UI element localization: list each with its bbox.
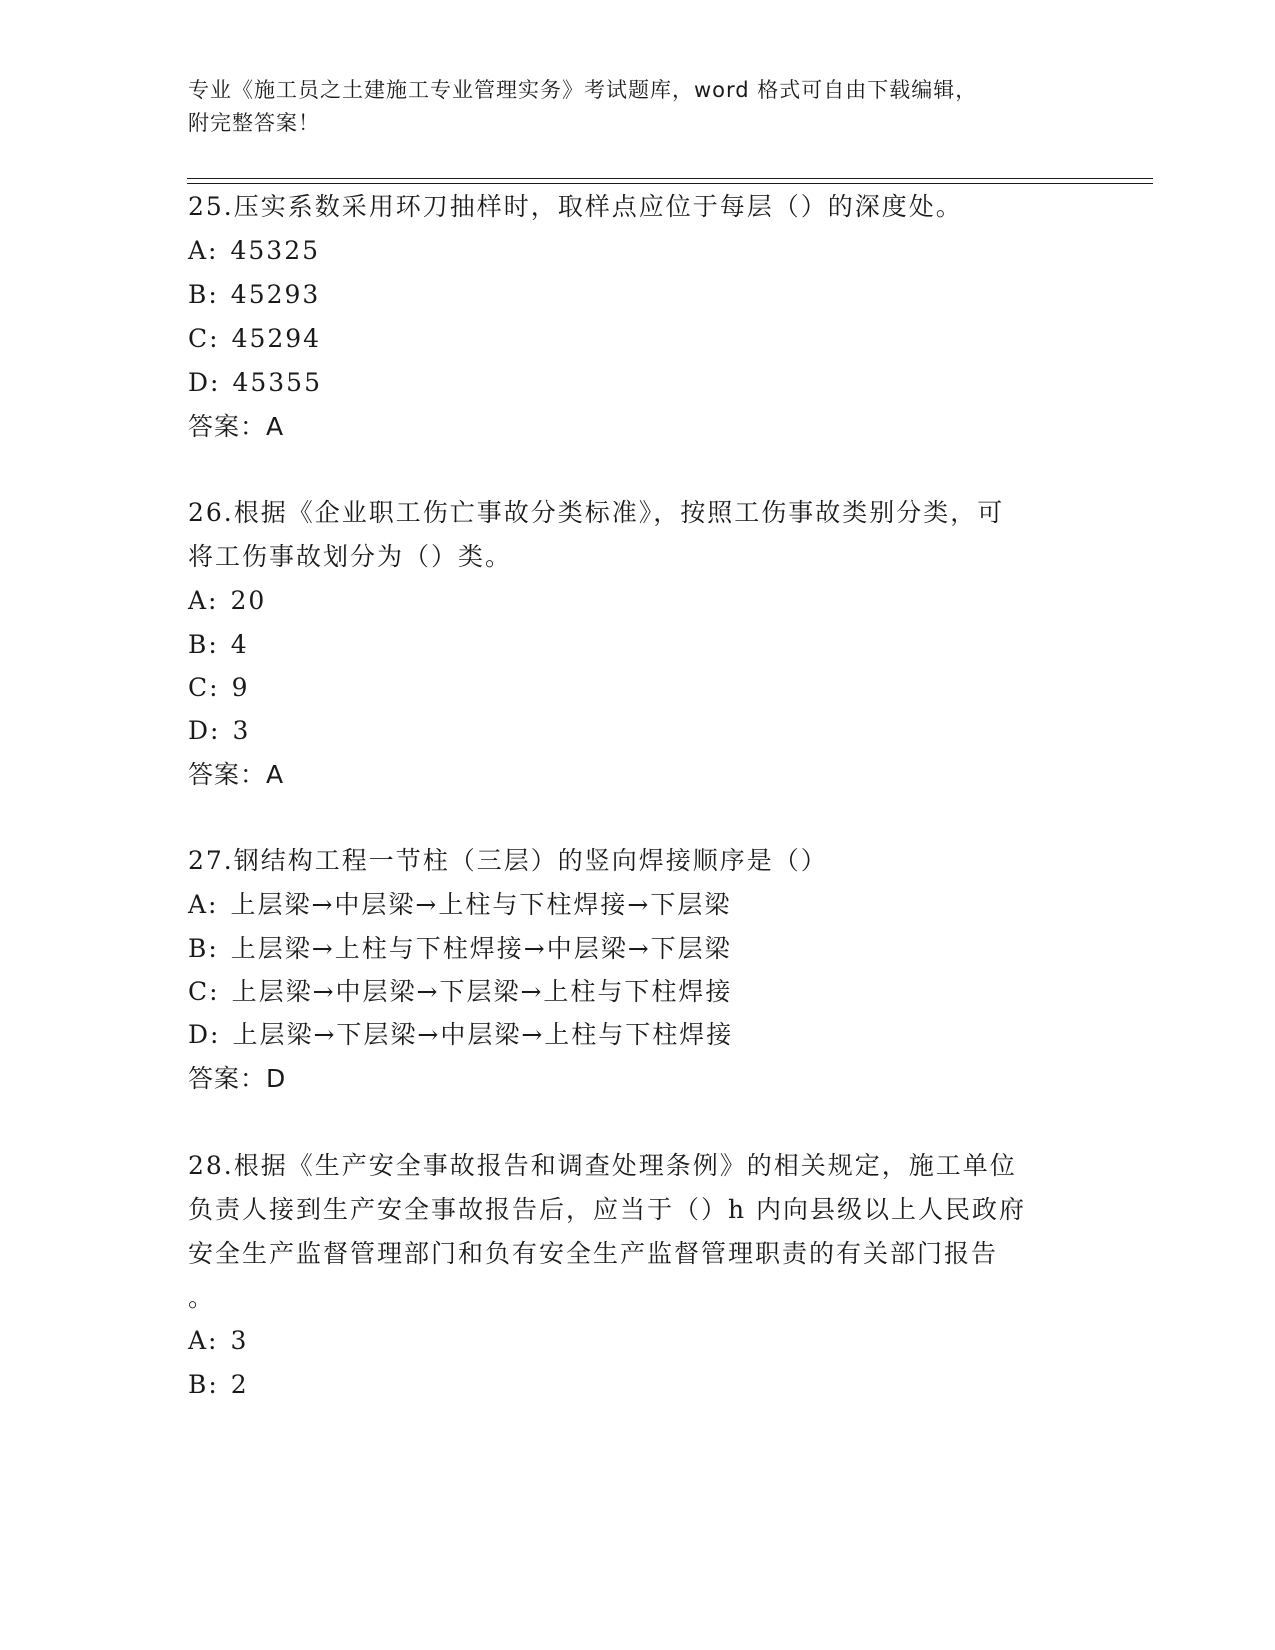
- header-rule-top: [187, 178, 1153, 179]
- question-26-answer: [188, 760, 284, 790]
- answer-value: A: [266, 760, 285, 789]
- question-26-stem-line-2: 将工伤事故划分为（）类。: [188, 542, 513, 571]
- question-27-option-c: [188, 977, 732, 1007]
- answer-label: 答案：: [188, 760, 267, 789]
- option-text: 3: [232, 716, 251, 745]
- question-25-option-d: [188, 368, 322, 398]
- option-text: 上层梁→上柱与下柱焊接→中层梁→下层梁: [230, 934, 732, 963]
- option-text: 45325: [230, 236, 321, 265]
- option-label: D:: [188, 716, 221, 745]
- question-26-option-c: [188, 673, 249, 703]
- question-25-option-c: [188, 324, 321, 354]
- option-label: A:: [188, 890, 219, 919]
- option-text: 45294: [231, 324, 322, 353]
- option-text: 上层梁→下层梁→中层梁→上柱与下柱焊接: [232, 1020, 734, 1049]
- question-28-stem-line-3: 安全生产监督管理部门和负有安全生产监督管理职责的有关部门报告: [188, 1239, 999, 1268]
- answer-label: 答案：: [188, 1064, 267, 1093]
- question-28-stem-line-4: 。: [188, 1283, 216, 1312]
- option-text: 上层梁→中层梁→下层梁→上柱与下柱焊接: [231, 977, 733, 1006]
- answer-value: A: [266, 412, 285, 441]
- option-text: 45293: [230, 280, 321, 309]
- option-text: 45355: [232, 368, 322, 397]
- option-label: D:: [188, 368, 221, 397]
- option-label: B:: [188, 1370, 219, 1399]
- question-27-option-d: [188, 1020, 733, 1050]
- option-text: 上层梁→中层梁→上柱与下柱焊接→下层梁: [230, 890, 732, 919]
- question-26-option-d: [188, 716, 250, 746]
- question-27-stem-line-1: 27.钢结构工程一节柱（三层）的竖向焊接顺序是（）: [188, 846, 828, 875]
- question-27-option-a: [188, 890, 731, 920]
- question-25-option-b: [188, 280, 320, 310]
- option-label: D:: [188, 1020, 221, 1049]
- question-28-option-b: [188, 1370, 249, 1400]
- option-label: B:: [188, 280, 219, 309]
- question-25-answer: [188, 412, 284, 442]
- option-label: A:: [188, 236, 219, 265]
- question-27-option-b: [188, 934, 732, 964]
- question-25-option-a: [188, 236, 320, 266]
- option-label: B:: [188, 934, 219, 963]
- document-header: 专业《施工员之土建施工专业管理实务》考试题库，word 格式可自由下载编辑， 附完整答案！: [188, 78, 978, 135]
- option-text: 2: [230, 1370, 249, 1399]
- option-text: 9: [231, 673, 250, 702]
- question-28-option-a: [188, 1326, 248, 1356]
- question-28-stem-line-2: 负责人接到生产安全事故报告后，应当于（）h 内向县级以上人民政府: [188, 1195, 1027, 1224]
- option-label: A:: [188, 1326, 219, 1355]
- option-label: B:: [188, 630, 219, 659]
- option-label: A:: [188, 586, 219, 615]
- option-label: C:: [188, 673, 220, 702]
- question-28-stem-line-1: 28.根据《生产安全事故报告和调查处理条例》的相关规定，施工单位: [188, 1151, 1017, 1180]
- option-label: C:: [188, 324, 220, 353]
- option-text: 20: [230, 586, 267, 615]
- question-26-option-b: [188, 630, 249, 660]
- question-26-option-a: [188, 586, 266, 616]
- question-26-stem-line-1: 26.根据《企业职工伤亡事故分类标准》，按照工伤事故类别分类，可: [188, 498, 1005, 527]
- option-text: 3: [230, 1326, 249, 1355]
- answer-label: 答案：: [188, 412, 267, 441]
- option-label: C:: [188, 977, 220, 1006]
- header-rule-bottom: [187, 183, 1153, 184]
- question-25-stem-line-1: 25.压实系数采用环刀抽样时，取样点应位于每层（）的深度处。: [188, 192, 963, 221]
- question-27-answer: [188, 1064, 286, 1094]
- option-text: 4: [230, 630, 249, 659]
- answer-value: D: [266, 1064, 287, 1093]
